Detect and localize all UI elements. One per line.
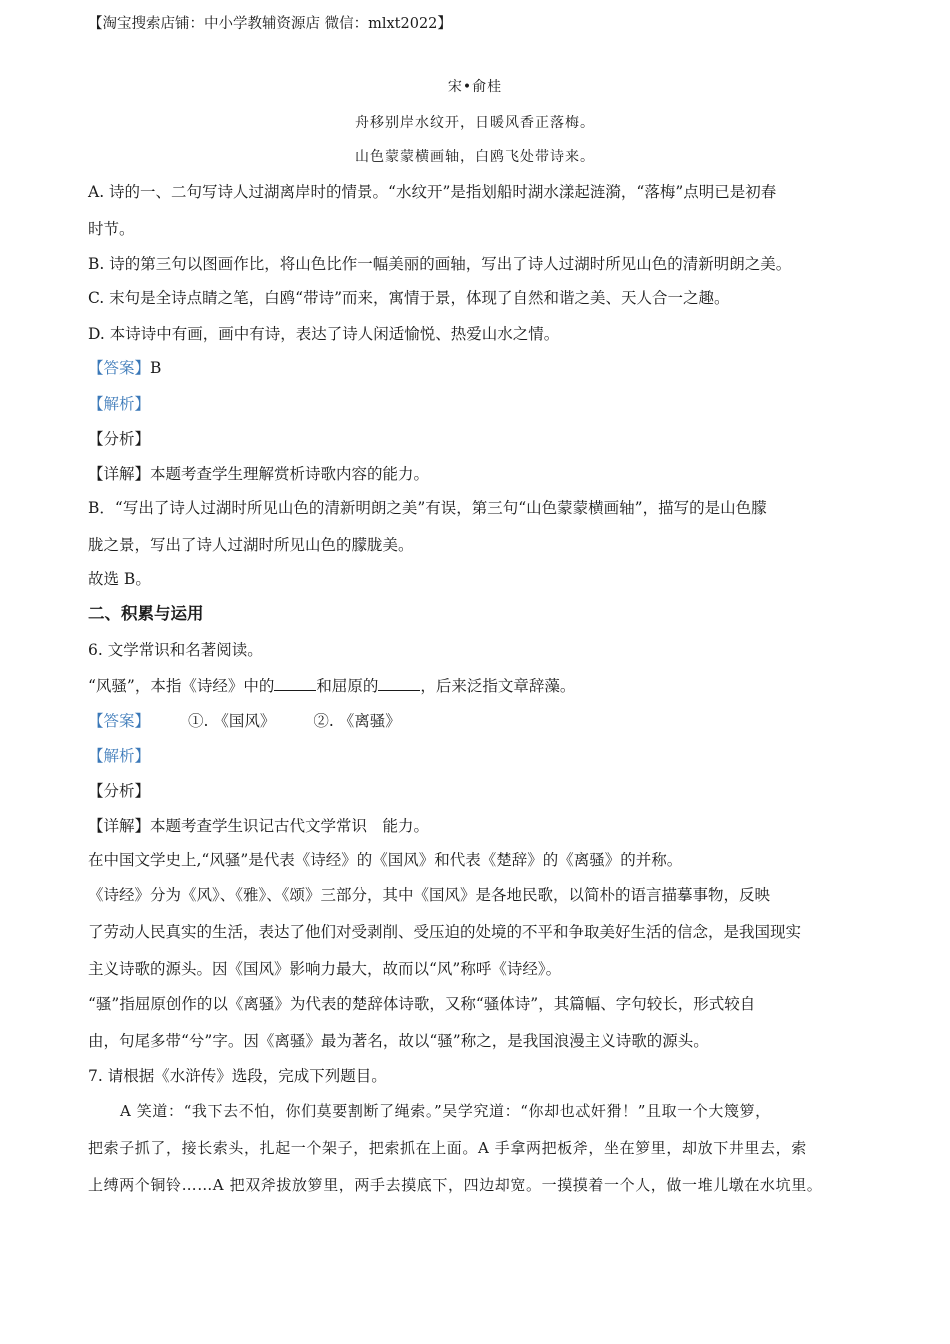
q6-title: 6. 文学常识和名著阅读。 — [88, 641, 263, 659]
q5-explanation-line-2: 胧之景，写出了诗人过湖时所见山色的朦胧美。 — [88, 536, 414, 554]
q6-question-part-3: ，后来泛指文章辞藻。 — [420, 677, 576, 695]
q5-explanation-line-1: B．“写出了诗人过湖时所见山色的清新明朗之美”有误，第三句“山色蒙蒙横画轴”，描写的是山色朦 — [88, 499, 767, 517]
q5-answer — [88, 358, 161, 378]
option-a-line-2: 时节。 — [88, 220, 135, 238]
q7-passage-line-2: 把索子抓了，接长索头，扎起一个架子，把索抓在上面。A 手拿两把板斧，坐在箩里，却放下井里去，索 — [88, 1139, 807, 1157]
blank-1 — [274, 676, 316, 691]
answer-label: 【答案】 — [88, 712, 151, 730]
q5-analysis-label: 【解析】 — [88, 395, 151, 413]
poem-line-2: 山色蒙蒙横画轴，白鸥飞处带诗来。 — [355, 149, 595, 165]
q6-question — [88, 676, 575, 696]
q5-detail — [88, 464, 429, 484]
q6-paragraph-2-line-2: 了劳动人民真实的生活，表达了他们对受剥削、受压迫的处境的不平和争取美好生活的信念，是我国现实 — [88, 923, 802, 941]
option-d: D. 本诗诗中有画，画中有诗，表达了诗人闲适愉悦、热爱山水之情。 — [88, 325, 560, 343]
q6-analysis-label: 【解析】 — [88, 747, 151, 765]
option-b: B. 诗的第三句以图画作比，将山色比作一幅美丽的画轴，写出了诗人过湖时所见山色的清新明朗之美。 — [88, 255, 792, 273]
q6-fenxi-label: 【分析】 — [88, 782, 151, 800]
poem-line-1: 舟移别岸水纹开，日暖风香正落梅。 — [355, 115, 595, 131]
option-a-line-1: A. 诗的一、二句写诗人过湖离岸时的情景。“水纹开”是指划船时湖水漾起涟漪，“落梅”点明已是初春 — [88, 183, 777, 201]
q7-passage-line-3: 上缚两个铜铃……A 把双斧拔放箩里，两手去摸底下，四边却宽。一摸摸着一个人，做一堆儿墩在水坑里。 — [88, 1176, 823, 1194]
detail-text: 本题考查学生识记古代文学常识 能力。 — [150, 817, 430, 835]
q5-conclusion: 故选 B。 — [88, 570, 151, 588]
q6-question-part-2: 和屈原的 — [316, 677, 379, 695]
q6-paragraph-2-line-1: 《诗经》分为《风》、《雅》、《颂》三部分，其中《国风》是各地民歌，以简朴的语言描摹事物，反映 — [88, 886, 771, 904]
option-c: C. 末句是全诗点睛之笔，白鸥“带诗”而来，寓情于景，体现了自然和谐之美、天人合一之趣。 — [88, 289, 730, 307]
q6-detail — [88, 816, 429, 836]
q7-passage-line-1: A 笑道：“我下去不怕，你们莫要割断了绳索。”吴学究道：“你却也忒奸猾！”且取一个大篾箩， — [120, 1102, 771, 1120]
header-watermark: 【淘宝搜索店铺：中小学教辅资源店 微信：mlxt2022】 — [88, 16, 452, 32]
detail-label: 【详解】 — [88, 465, 151, 483]
section-title: 二、积累与运用 — [88, 604, 204, 623]
q7-title: 7. 请根据《水浒传》选段，完成下列题目。 — [88, 1067, 387, 1085]
q6-answer — [88, 711, 401, 731]
q6-paragraph-1: 在中国文学史上,“风骚”是代表《诗经》的《国风》和代表《楚辞》的《离骚》的并称。 — [88, 851, 683, 869]
answer-value: B — [150, 359, 162, 377]
q6-question-part-1: “风骚”，本指《诗经》中的 — [88, 677, 275, 695]
q5-fenxi-label: 【分析】 — [88, 430, 151, 448]
q6-paragraph-3-line-2: 由，句尾多带“兮”字。因《离骚》最为著名，故以“骚”称之，是我国浪漫主义诗歌的源头。 — [88, 1032, 709, 1050]
answer-item-1: ①. 《国风》 — [188, 712, 276, 730]
q6-paragraph-2-line-3: 主义诗歌的源头。因《国风》影响力最大，故而以“风”称呼《诗经》。 — [88, 960, 562, 978]
detail-label: 【详解】 — [88, 817, 151, 835]
poem-author: 宋•俞桂 — [447, 79, 503, 95]
answer-item-2: ②. 《离骚》 — [313, 712, 401, 730]
answer-label: 【答案】 — [88, 359, 151, 377]
blank-2 — [378, 676, 420, 691]
q6-paragraph-3-line-1: “骚”指屈原创作的以《离骚》为代表的楚辞体诗歌，又称“骚体诗”，其篇幅、字句较长，形式较自 — [88, 995, 756, 1013]
detail-text: 本题考查学生理解赏析诗歌内容的能力。 — [150, 465, 430, 483]
